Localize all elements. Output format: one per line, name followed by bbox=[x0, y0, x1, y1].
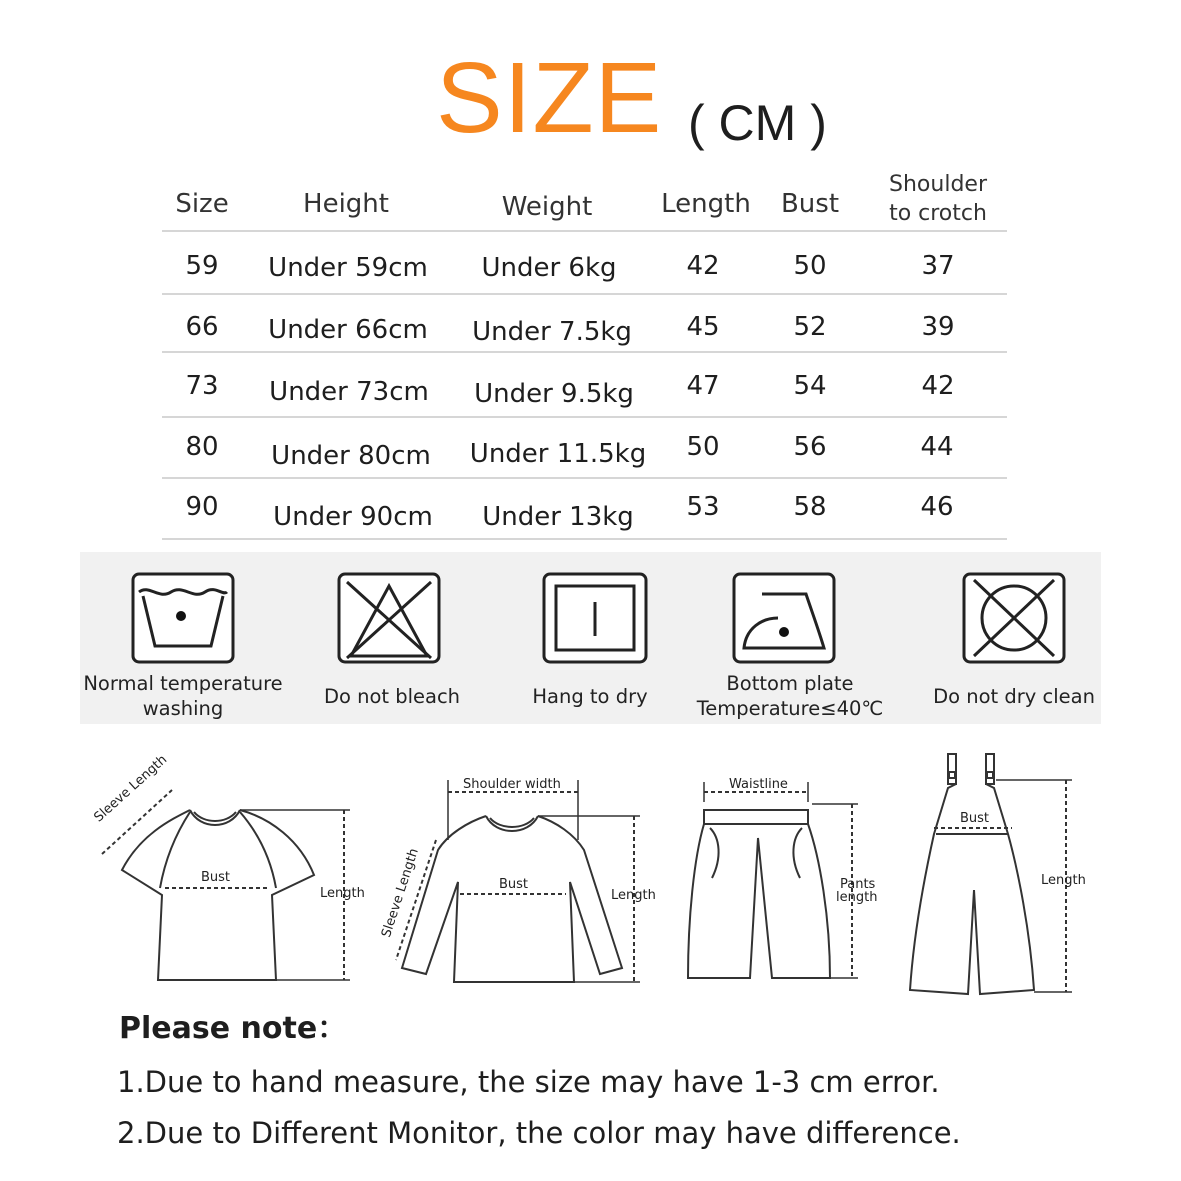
tshirt-sleeve-label: Sleeve Length bbox=[91, 752, 171, 826]
cell-size: 73 bbox=[185, 371, 219, 401]
pants-length-label-1: Pants bbox=[840, 877, 876, 892]
cell-size: 90 bbox=[185, 492, 219, 522]
cell-shoulder: 42 bbox=[921, 371, 955, 401]
tshirt-diagram bbox=[90, 780, 370, 990]
tshirt-bust-label: Bust bbox=[201, 870, 231, 885]
table-divider bbox=[162, 477, 1007, 479]
care-label-line: washing bbox=[142, 697, 224, 720]
header-bust: Bust bbox=[780, 189, 840, 219]
care-label-iron bbox=[697, 671, 884, 721]
cell-height: Under 80cm bbox=[271, 441, 431, 471]
cell-length: 53 bbox=[686, 492, 720, 522]
cell-length: 45 bbox=[686, 312, 720, 342]
pants-waist-label: Waistline bbox=[729, 777, 788, 792]
cell-weight: Under 9.5kg bbox=[474, 379, 634, 409]
cell-weight: Under 13kg bbox=[482, 502, 634, 532]
hang-dry-icon bbox=[542, 572, 648, 664]
cell-length: 42 bbox=[686, 251, 720, 281]
cell-weight: Under 7.5kg bbox=[472, 317, 632, 347]
cell-bust: 56 bbox=[793, 432, 827, 462]
cell-shoulder: 44 bbox=[920, 432, 954, 462]
size-title: SIZE bbox=[436, 42, 663, 154]
cell-length: 47 bbox=[686, 371, 720, 401]
cell-shoulder: 39 bbox=[921, 312, 955, 342]
cell-height: Under 90cm bbox=[273, 502, 433, 532]
notes-heading: Please note： bbox=[119, 1011, 348, 1046]
wash-tub-icon bbox=[131, 572, 235, 664]
cell-bust: 58 bbox=[793, 492, 827, 522]
cell-size: 66 bbox=[185, 312, 219, 342]
header-weight: Weight bbox=[501, 192, 593, 222]
care-label-line: Bottom plate bbox=[726, 672, 854, 695]
cell-size: 80 bbox=[185, 432, 219, 462]
longsleeve-sleeve-label: Sleeve Length bbox=[379, 846, 422, 940]
overalls-bust-label: Bust bbox=[960, 811, 990, 826]
note-item: 1.Due to hand measure, the size may have 1-3 cm error. bbox=[117, 1065, 940, 1099]
cell-bust: 54 bbox=[793, 371, 827, 401]
header-shoulder-to-crotch bbox=[889, 170, 987, 228]
cell-weight: Under 11.5kg bbox=[469, 439, 647, 469]
header-shoulder-line-1: Shoulder bbox=[889, 172, 987, 197]
longsleeve-shoulder-label: Shoulder width bbox=[463, 777, 561, 792]
cell-weight: Under 6kg bbox=[481, 253, 617, 283]
cell-height: Under 73cm bbox=[269, 377, 429, 407]
care-label-line: Normal temperature bbox=[83, 672, 283, 695]
iron-icon bbox=[732, 572, 836, 664]
table-divider bbox=[162, 230, 1007, 232]
care-label-washing bbox=[83, 671, 282, 721]
cell-bust: 52 bbox=[793, 312, 827, 342]
cell-height: Under 59cm bbox=[268, 253, 428, 283]
table-divider bbox=[162, 351, 1007, 353]
no-dry-clean-icon bbox=[962, 572, 1066, 664]
note-item: 2.Due to Different Monitor, the color may have difference. bbox=[117, 1116, 961, 1150]
cell-length: 50 bbox=[686, 432, 720, 462]
cell-size: 59 bbox=[185, 251, 219, 281]
cell-bust: 50 bbox=[793, 251, 827, 281]
care-label-line: Temperature≤40℃ bbox=[696, 697, 884, 720]
longsleeve-length-label: Length bbox=[611, 888, 656, 903]
header-size: Size bbox=[175, 189, 229, 219]
care-label-bleach: Do not bleach bbox=[323, 685, 461, 708]
table-divider bbox=[162, 416, 1007, 418]
longsleeve-bust-label: Bust bbox=[499, 877, 529, 892]
overalls-length-label: Length bbox=[1041, 873, 1086, 888]
table-divider bbox=[162, 293, 1007, 295]
tshirt-length-label: Length bbox=[320, 886, 365, 901]
header-height: Height bbox=[303, 189, 389, 219]
cell-shoulder: 46 bbox=[920, 492, 954, 522]
cell-shoulder: 37 bbox=[921, 251, 955, 281]
header-shoulder-line-2: to crotch bbox=[889, 201, 987, 226]
no-bleach-icon bbox=[337, 572, 441, 664]
header-length: Length bbox=[661, 189, 751, 219]
cell-height: Under 66cm bbox=[268, 315, 428, 345]
size-unit: ( CM ) bbox=[688, 95, 827, 151]
pants-length-label-2: length bbox=[836, 890, 878, 905]
table-divider bbox=[162, 538, 1007, 540]
care-label-dry-clean: Do not dry clean bbox=[933, 685, 1095, 708]
care-label-hang: Hang to dry bbox=[532, 685, 648, 708]
